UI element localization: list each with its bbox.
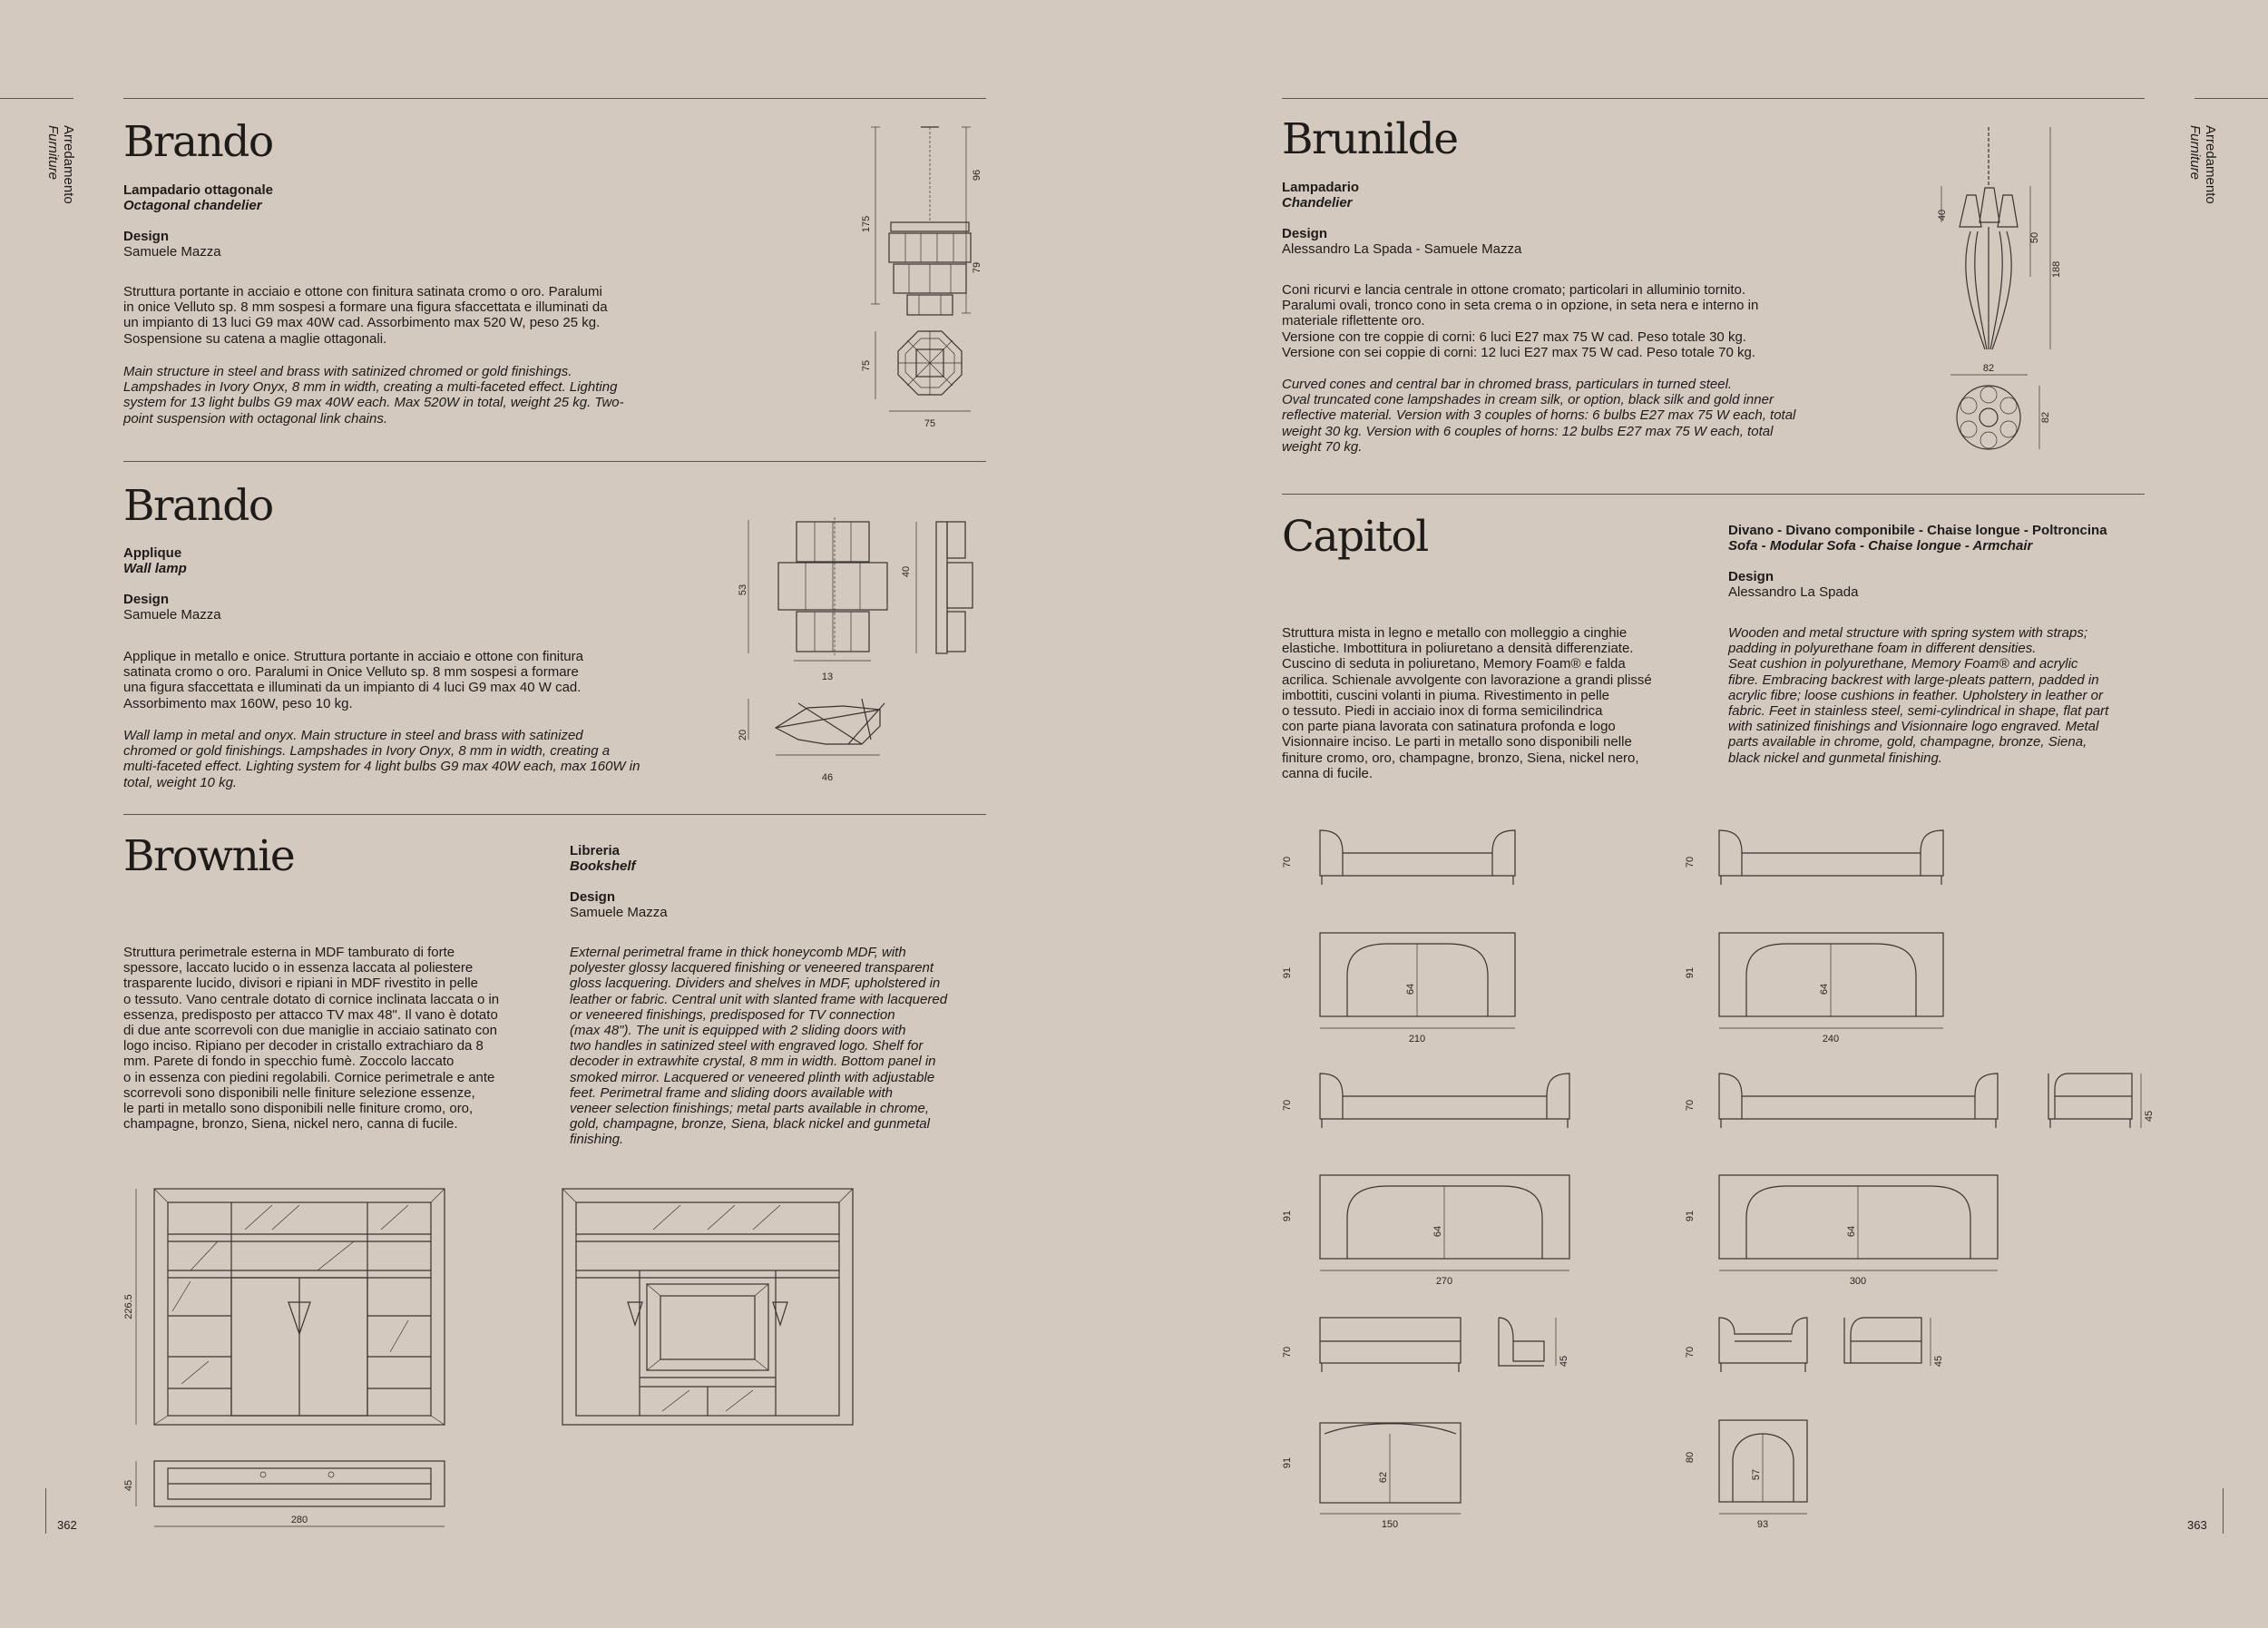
- description-en: Main structure in steel and brass with satinized chromed or gold finishings. Lampshades in Ivory Onyx, 8 mm in width, creating a multi-faceted effect. Lighting system for 13 light bulbs G9 max 40W each. Max 520W in total, weight 25 kg. Two- point suspension with octagonal link chains.: [123, 364, 624, 427]
- design-label: Design: [1282, 226, 1328, 241]
- side-label-it: Arredamento: [61, 125, 76, 204]
- description-it: Struttura mista in legno e metallo con molleggio a cinghie elastiche. Imbottitura in poliuretano a densità differenziate. Cuscino di seduta in poliuretano, Memory Foam® e falda acrilica. Schienale avvolgente con lavorazione a grandi plissé imbottiti, cuscini volanti in piuma. Rivestimento in pelle o tessuto. Piedi in acciaio inox di forma semicilindrica con parte piana lavorata con satinatura profonda e logo Visionnaire inciso. Le parti in metallo sono disponibili nelle finiture cromo, oro, champagne, bronzo, Siena, nickel nero, canna di fucile.: [1282, 625, 1652, 781]
- margin-rule: [0, 98, 73, 99]
- side-label-it: Arredamento: [2203, 125, 2218, 204]
- dimension-label: 40: [901, 565, 912, 578]
- product-title: Brando: [123, 117, 273, 167]
- product-type-it: Divano - Divano componibile - Chaise longue - Poltroncina: [1728, 523, 2107, 538]
- chandelier-drawing: [853, 123, 1016, 436]
- section-rule: [123, 461, 986, 462]
- product-type-en: Wall lamp: [123, 561, 187, 576]
- designer-name: Samuele Mazza: [123, 244, 221, 260]
- side-label-en: Furniture: [45, 125, 61, 181]
- side-label-en: Furniture: [2187, 125, 2203, 181]
- product-type-en: Bookshelf: [570, 858, 636, 874]
- dimension-label: 91: [1685, 1210, 1696, 1222]
- description-en: Curved cones and central bar in chromed brass, particulars in turned steel. Oval truncated cone lampshades in cream silk, or option, black silk and gold inner reflective material. Version with 3 couples of horns: 6 bulbs E27 max 75 W each, total weight 30 kg. Version with 6 couples of horns: 12 bulbs E27 max 75 W each, total weight 70 kg.: [1282, 377, 1796, 455]
- designer-name: Samuele Mazza: [123, 607, 221, 623]
- side-label: [2187, 125, 2218, 204]
- description-en: Wooden and metal structure with spring system with straps; padding in polyurethane foam in different densities. Seat cushion in polyurethane, Memory Foam® and acrylic fibre. Embracing backrest with large-pleats pattern, padded in acrylic fibre; loose cushions in feather. Upholstery in leather or fabric. Feet in stainless steel, semi-cylindrical in shape, flat part with satinized finishings and Visionnaire logo engraved. Metal parts available in chrome, gold, champagne, bronze, Siena, black nickel and gunmetal finishing.: [1728, 625, 2109, 766]
- dimension-label: 210: [1408, 1034, 1426, 1044]
- dimension-label: 70: [1282, 1346, 1293, 1358]
- dimension-label: 45: [123, 1479, 134, 1492]
- dimension-label: 40: [1937, 209, 1948, 221]
- design-label: Design: [123, 229, 170, 244]
- designer-name: Alessandro La Spada - Samuele Mazza: [1282, 241, 1522, 257]
- product-type-it: Lampadario: [1282, 180, 1360, 195]
- dimension-label: 62: [1378, 1471, 1389, 1484]
- dimension-label: 70: [1685, 1099, 1696, 1112]
- product-type-it: Lampadario ottagonale: [123, 182, 274, 198]
- page-number: 363: [2187, 1518, 2207, 1532]
- dimension-label: 79: [972, 261, 982, 274]
- product-info: [123, 545, 221, 623]
- designer-name: Alessandro La Spada: [1728, 584, 1859, 600]
- dimension-label: 45: [1559, 1355, 1569, 1368]
- description-it: Coni ricurvi e lancia centrale in ottone cromato; particolari in alluminio tornito. Paralumi ovali, tronco cono in seta crema o in opzione, in seta nera e interno in materiale riflettente oro. Versione con tre coppie di corni: 6 luci E27 max 75 W cad. Peso totale 30 kg. Versione con sei coppie di corni: 12 luci E27 max 75 W cad. Peso totale 70 kg.: [1282, 282, 1759, 360]
- product-title: Brownie: [123, 831, 295, 881]
- product-info: [123, 182, 273, 260]
- margin-rule: [2223, 1488, 2224, 1534]
- description-it: Struttura perimetrale esterna in MDF tamburato di forte spessore, laccato lucido o in essenza laccata al poliestere trasparente lucido, divisori e ripiani in MDF rivestito in pelle o tessuto. Vano centrale dotato di cornice inclinata laccata o in essenza, predisposto per attacco TV max 48". Il vano è dotato di due ante scorrevoli con due maniglie in acciaio satinato con logo inciso. Ripiano per decoder in cristallo extrachiaro da 8 mm. Parete di fondo in specchio fumè. Zoccolo laccato o in essenza con piedini regolabili. Cornice perimetrale e ante scorrevoli sono disponibili nelle finiture selezione essenze, le parti in metallo sono disponibili nelle finiture cromo, oro, champagne, bronzo, Siena, nickel nero, canna di fucile.: [123, 945, 500, 1133]
- side-label: [45, 125, 76, 204]
- dimension-label: 64: [1432, 1225, 1443, 1238]
- product-info: [570, 843, 668, 920]
- product-info: [1728, 523, 2107, 600]
- product-type-en: Octagonal chandelier: [123, 198, 262, 213]
- section-rule: [123, 814, 986, 815]
- dimension-label: 64: [1846, 1225, 1857, 1238]
- dimension-label: 91: [1685, 966, 1696, 979]
- dimension-label: 46: [821, 772, 834, 783]
- designer-name: Samuele Mazza: [570, 905, 668, 920]
- dimension-label: 280: [290, 1515, 308, 1525]
- dimension-label: 91: [1282, 966, 1293, 979]
- product-type-en: Chandelier: [1282, 195, 1353, 211]
- dimension-label: 96: [972, 169, 982, 181]
- chandelier-drawing: [1923, 123, 2068, 436]
- dimension-label: 70: [1282, 1099, 1293, 1112]
- dimension-label: 300: [1849, 1276, 1867, 1287]
- dimension-label: 70: [1282, 856, 1293, 868]
- design-label: Design: [570, 889, 616, 905]
- dimension-label: 53: [738, 584, 748, 596]
- dimension-label: 64: [1405, 983, 1416, 995]
- dimension-label: 80: [1685, 1451, 1696, 1464]
- dimension-label: 45: [2144, 1110, 2155, 1123]
- dimension-label: 188: [2051, 260, 2062, 279]
- dimension-label: 226.5: [123, 1294, 134, 1319]
- dimension-label: 13: [821, 672, 834, 682]
- product-type-it: Libreria: [570, 843, 621, 858]
- dimension-label: 175: [861, 215, 872, 233]
- dimension-label: 93: [1756, 1519, 1769, 1530]
- description-it: Struttura portante in acciaio e ottone con finitura satinata cromo o oro. Paralumi in onice Velluto sp. 8 mm sospesi a formare una figura sfaccettata e illuminati da un impianto di 13 luci G9 max 40W cad. Assorbimento max 520 W, peso 25 kg. Sospensione su catena a maglie ottagonali.: [123, 284, 608, 347]
- margin-rule: [2195, 98, 2268, 99]
- dimension-label: 82: [2040, 411, 2051, 424]
- section-rule: [1282, 494, 2145, 495]
- dimension-label: 150: [1381, 1519, 1399, 1530]
- product-title: Brando: [123, 481, 273, 531]
- description-it: Applique in metallo e onice. Struttura portante in acciaio e ottone con finitura satinata cromo o oro. Paralumi in Onice Velluto sp. 8 mm sospesi a formare una figura sfaccettata e illuminati da un impianto di 4 luci G9 max 40 W cad. Assorbimento max 160W, peso 10 kg.: [123, 649, 583, 711]
- dimension-label: 70: [1685, 856, 1696, 868]
- wall-lamp-drawing: [735, 517, 998, 789]
- dimension-label: 82: [1982, 363, 1995, 374]
- dimension-label: 91: [1282, 1456, 1293, 1469]
- product-info: [1282, 180, 1521, 257]
- description-en: External perimetral frame in thick honeycomb MDF, with polyester glossy lacquered finishing or veneered transparent gloss lacquering. Dividers and shelves in MDF, upholstered in leather or fabric. Central unit with slanted frame with lacquered or veneered finishings, predisposed for TV connection (max 48"). The unit is equipped with 2 sliding doors with two handles in satinized steel with engraved logo. Shelf for decoder in extrawhite crystal, 8 mm in width. Bottom panel in smoked mirror. Lacquered or veneered plinth with adjustable feet. Perimetral frame and sliding doors available with veneer selection finishings; metal parts available in chrome, gold, champagne, bronze, Siena, black nickel and gunmetal finishing.: [570, 945, 948, 1148]
- dimension-label: 20: [738, 729, 748, 741]
- section-rule: [123, 98, 986, 99]
- margin-rule: [45, 1488, 46, 1534]
- product-title: Capitol: [1282, 512, 1428, 562]
- dimension-label: 270: [1435, 1276, 1453, 1287]
- dimension-label: 70: [1685, 1346, 1696, 1358]
- bookshelf-drawing: [118, 1180, 1007, 1543]
- design-label: Design: [1728, 569, 1774, 584]
- dimension-label: 75: [924, 418, 936, 429]
- section-rule: [1282, 98, 2145, 99]
- product-type-en: Sofa - Modular Sofa - Chaise longue - Armchair: [1728, 538, 2033, 554]
- dimension-label: 45: [1933, 1355, 1944, 1368]
- dimension-label: 75: [861, 359, 872, 372]
- dimension-label: 240: [1822, 1034, 1840, 1044]
- description-en: Wall lamp in metal and onyx. Main structure in steel and brass with satinized chromed or gold finishings. Lampshades in Ivory Onyx, 8 mm in width, creating a multi-faceted effect. Lighting system for 4 light bulbs G9 max 40W each, max 160W in total, weight 10 kg.: [123, 728, 640, 790]
- dimension-label: 64: [1819, 983, 1830, 995]
- page-number: 362: [57, 1518, 77, 1532]
- dimension-label: 57: [1751, 1468, 1762, 1481]
- dimension-label: 91: [1282, 1210, 1293, 1222]
- design-label: Design: [123, 592, 170, 607]
- sofa-drawings: [1270, 817, 2177, 1543]
- dimension-label: 50: [2029, 231, 2040, 244]
- product-type-it: Applique: [123, 545, 182, 561]
- product-title: Brunilde: [1282, 114, 1458, 164]
